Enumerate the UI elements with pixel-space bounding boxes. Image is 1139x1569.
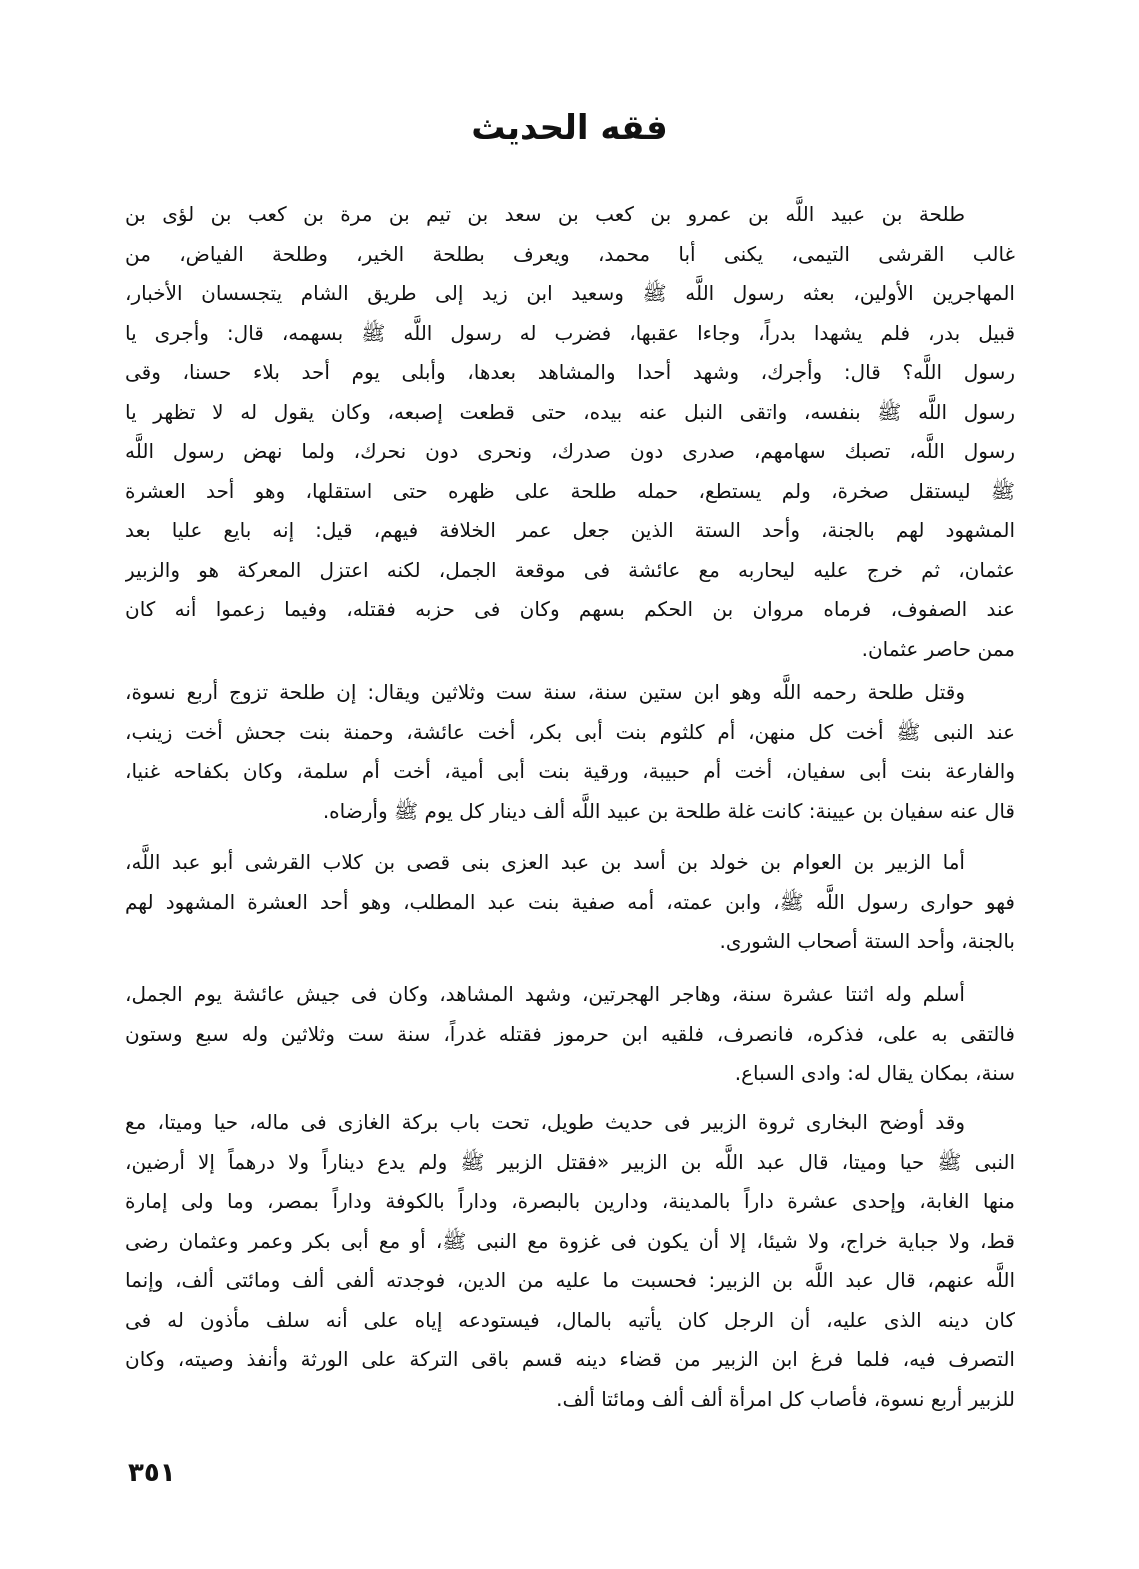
text-line: رسول اللَّه؟ قال: وأجرك، وشهد أحدا والمشاهد بعدها، وأبلى يوم أحد بلاء حسنا، وقى xyxy=(125,360,1015,384)
paragraph-zubair-bio xyxy=(125,843,1015,962)
text-line: طلحة بن عبيد اللَّه بن عمرو بن كعب بن سعد بن تيم بن مرة بن كعب بن لؤى بن xyxy=(125,202,965,226)
text-line: رسول اللَّه ﷺ بنفسه، واتقى النبل عنه بيده، حتى قطعت إصبعه، وكان يقول له لا تظهر يا xyxy=(125,399,1015,424)
text-line: أسلم وله اثنتا عشرة سنة، وهاجر الهجرتين، وشهد المشاهد، وكان فى جيش عائشة يوم الجمل، xyxy=(125,982,965,1006)
text-line: بالجنة، وأحد الستة أصحاب الشورى. xyxy=(719,929,1015,953)
text-line: كان دينه الذى عليه، أن الرجل كان يأتيه بالمال، فيستودعه إياه على أنه سلف مأذون له فى xyxy=(125,1307,1015,1332)
text-line: قال عنه سفيان بن عيينة: كانت غلة طلحة بن عبيد اللَّه ألف دينار كل يوم ﷺ وأرضاه. xyxy=(322,798,1015,823)
text-line: وقد أوضح البخارى ثروة الزبير فى حديث طويل، تحت باب بركة الغازى فى ماله، حيا وميتا، مع xyxy=(125,1110,965,1134)
text-line: عند الصفوف، فرماه مروان بن الحكم بسهم وكان فى حزبه فقتله، وفيما زعموا أنه كان xyxy=(125,597,1015,621)
text-line: التصرف فيه، فلما فرغ ابن الزبير من قضاء دينه قسم باقى التركة على الورثة وأنفذ وصيته، وكان xyxy=(125,1347,1015,1371)
text-line: غالب القرشى التيمى، يكنى أبا محمد، ويعرف بطلحة الخير، وطلحة الفياض، من xyxy=(125,241,1015,266)
paragraph-talha-bio xyxy=(125,195,1015,669)
text-line: النبى ﷺ حيا وميتا، قال عبد اللَّه بن الزبير «فقتل الزبير ﷺ ولم يدع ديناراً ولا درهماً إلا أرضين، xyxy=(125,1149,1015,1174)
page-title: فقه الحديث xyxy=(471,108,668,148)
text-line: عثمان، ثم خرج عليه ليحاربه مع عائشة فى موقعة الجمل، لكنه اعتزل المعركة هو والزبير xyxy=(125,557,1015,582)
text-line: سنة، بمكان يقال له: وادى السباع. xyxy=(734,1061,1015,1085)
text-line: اللَّه عنهم، قال عبد اللَّه بن الزبير: فحسبت ما عليه من الدين، فوجدته ألفى ألف ومائتى ألف، وإنما xyxy=(125,1268,1015,1292)
text-line: ﷺ ليستقل صخرة، ولم يستطع، حمله طلحة على ظهره حتى استقلها، وهو أحد العشرة xyxy=(125,478,1015,503)
text-line: منها الغابة، وإحدى عشرة داراً بالمدينة، ودارين بالبصرة، وداراً بالكوفة وداراً بمصر، وما ولى إمارة xyxy=(125,1189,1015,1213)
text-line: وقتل طلحة رحمه اللَّه وهو ابن ستين سنة، سنة ست وثلاثين ويقال: إن طلحة تزوج أربع نسوة، xyxy=(125,680,965,704)
text-line: قط، ولا جباية خراج، ولا شيئا، إلا أن يكون فى غزوة مع النبى ﷺ، أو مع أبى بكر وعمر وعثمان رضى xyxy=(125,1228,1015,1253)
text-line: ممن حاصر عثمان. xyxy=(861,636,1015,661)
text-line: المهاجرين الأولين، بعثه رسول اللَّه ﷺ وسعيد ابن زيد إلى طريق الشام يتجسسان الأخبار، xyxy=(125,281,1015,305)
text-line: قبيل بدر، فلم يشهدا بدراً، وجاءا عقبها، فضرب له رسول اللَّه ﷺ بسهمه، قال: وأجرى يا xyxy=(125,320,1015,345)
text-line: عند النبى ﷺ أخت كل منهن، أم كلثوم بنت أبى بكر، أخت عائشة، وحمنة بنت جحش أخت زينب، xyxy=(125,719,1015,744)
paragraph-zubair-death xyxy=(125,975,1015,1094)
text-line: رسول اللَّه، تصبك سهامهم، صدرى دون صدرك، ونحرى دون نحرك، ولما نهض رسول اللَّه xyxy=(125,439,1015,463)
page-number: ٣٥١ xyxy=(128,1458,176,1488)
text-line: المشهود لهم بالجنة، وأحد الستة الذين جعل عمر الخلافة فيهم، قيل: إنه بايع عليا بعد xyxy=(125,518,1015,542)
text-line: فالتقى به على، فذكره، فانصرف، فلقيه ابن حرموز فقتله غدراً، سنة ست وثلاثين وله سبع وستون xyxy=(125,1021,1015,1046)
text-line: للزبير أربع نسوة، فأصاب كل امرأة ألف ألف ومائتا ألف. xyxy=(556,1386,1015,1411)
text-line: والفارعة بنت أبى سفيان، أخت أم حبيبة، ورقية بنت أبى أمية، أخت أم سلمة، وكان بكفاحه غنيا، xyxy=(125,759,1015,783)
paragraph-zubair-wealth xyxy=(125,1103,1015,1419)
text-line: أما الزبير بن العوام بن خولد بن أسد بن عبد العزى بنى قصى بن كلاب القرشى أبو عبد اللَّه، xyxy=(125,850,965,874)
text-line: فهو حوارى رسول اللَّه ﷺ، وابن عمته، أمه صفية بنت عبد المطلب، وهو أحد العشرة المشهود لهم xyxy=(125,889,1015,914)
paragraph-talha-death xyxy=(125,673,1015,831)
